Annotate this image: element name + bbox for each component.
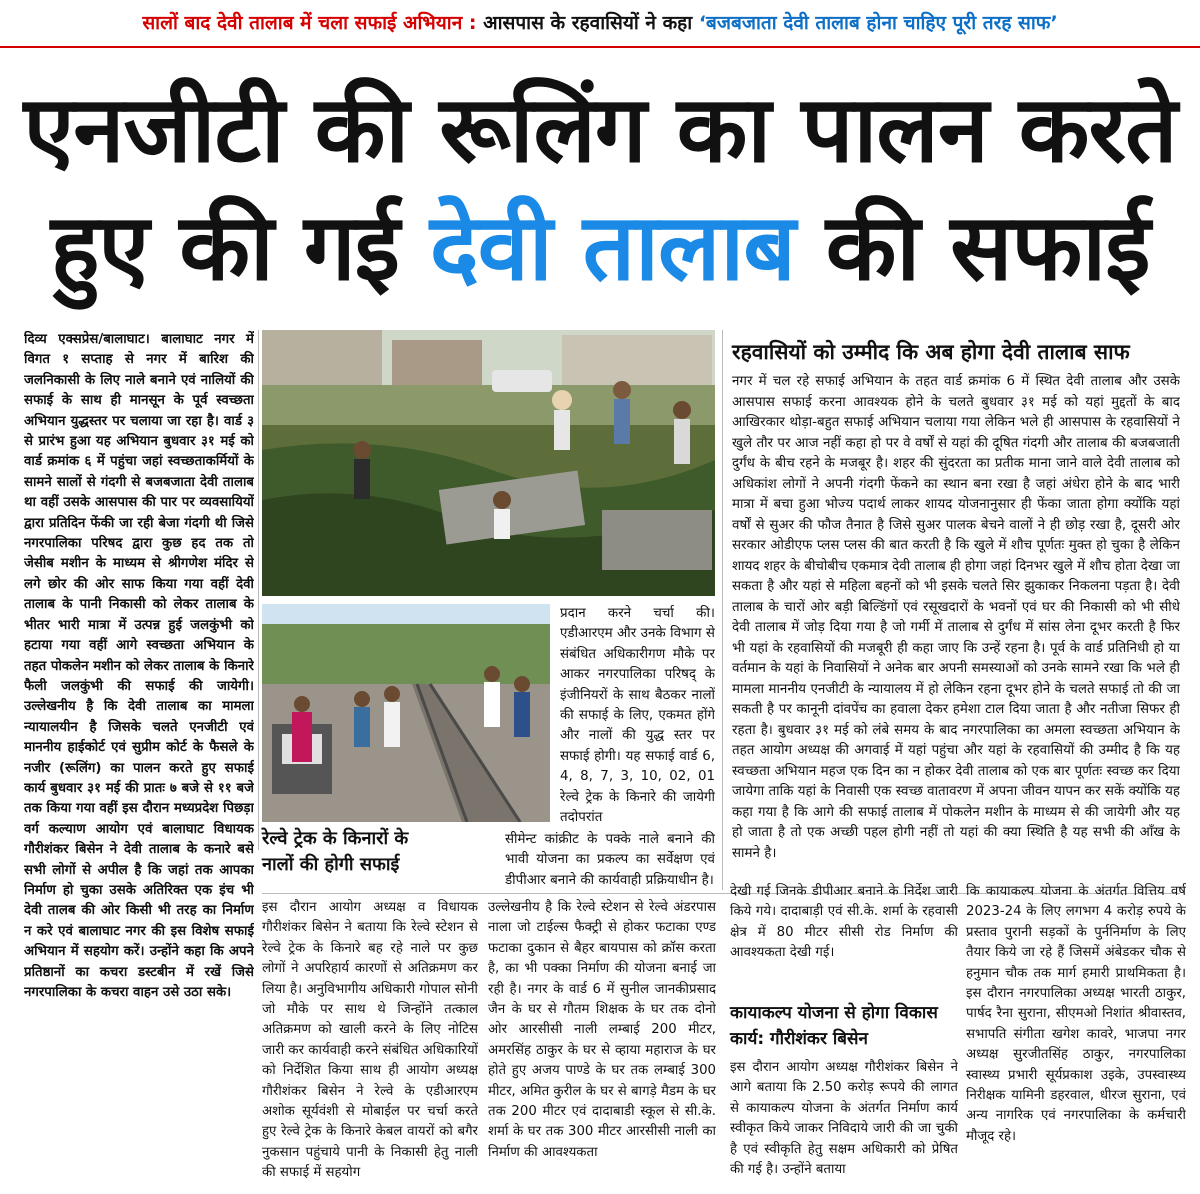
- photo-caption-line-1: रेल्वे ट्रेक के किनारों के: [262, 828, 409, 849]
- bottom-column-3-top-text: देखी गई जिनके डीपीआर बनाने के निर्देश जारी किये गये। दादाबाड़ी एवं सी.के. शर्मा के रहवासी क्षेत्र में 80 मीटर सीसी रोड निर्माण की आवश्यकता देखी गई।: [730, 884, 958, 961]
- headline-line-2-pre: हुए की गई: [50, 194, 399, 301]
- pond-photo-illustration: [262, 330, 715, 596]
- bottom-column-3-bottom: [730, 1058, 958, 1188]
- column-divider-right: [722, 330, 723, 890]
- middle-wide-block: [505, 830, 715, 894]
- middle-narrow-column: [560, 604, 715, 830]
- bottom-column-1: [262, 898, 478, 1188]
- right-article-text: नगर में चल रहे सफाई अभियान के तहत वार्ड क्रमांक 6 में स्थित देवी तालाब और उसके आसपास सफाई करना आवश्यक होने के चलते बुधवार ३१ मई को यहां मुद्दतों के बाद आखिरकार थोड़ा-बहुत सफाई अभियान चलाया गया लेकिन भले ही आसपास के रहवासियों ने खुले तौर पर आज नहीं कहा हो पर वे वर्षों से यहां की दूषित गंदगी और तालाब की बजबजाती दुर्गंध के बीच रहने के मजबूर है। शहर की सुंदरता का प्रतीक माना जाने वाले देवी तालाब को अधिकांश लोगों ने अपनी गंदगी फेंकने का स्थान बना रखा है जहां अंधेरा होने के बाद भारी मात्रा में बचा हुआ भोज्य पदार्थ लाकर शायद योजनानुसार ही फेंका जाता होगा क्योंकि यहां वर्षों से सुअर की फौज तैनात है जिसे सुअर पालक बेचने वालों ने ही छोड़ रखा है, दूसरी ओर सरकार ओडीएफ प्लस प्लस की बात करती है कि खुले में शौच पूर्णतः मुक्त हो चुका है लेकिन शायद शहर के बीचोबीच एकमात्र देवी तालाब ही होगा जहां दिनभर खुले में शौच होता देखा जा सकता है और यहां से महिला बहनों को भी इसके चलते सिर झुकाकर निकलना पड़ता है। देवी तालाब के चारों ओर बड़ी बिल्डिंगों एवं रसूखदारों के भवनों एवं घर की निकासी को भी सीधे देवी तालाब में जोड़ दिया गया है जो गर्मी में तालाब से दुर्गंध में सांस लेना दूभर करती है फिर भी यहां के रहवासियों की मजबूरी ही कहा जाए कि उन्हें रहना है। पूर्व के वार्ड प्रतिनिधी हो या वर्तमान के यहां के निवासियों ने अनेक बार अपनी समस्याओं को उनके सामने रखा कि भले ही मामला माननीय एनजीटी के न्यायालय में हो लेकिन रहना दूभर होने के चलते सफाई तो की जा सकती है पर कानूनी दांवपेंच का हवाला देकर हमेशा टाल दिया जाता है और नतीजा सिफर ही रहता है। बुधवार ३१ मई को लंबे समय के बाद नगरपालिका का अमला स्वच्छता अभियान के तहत आयोग अध्यक्ष की अगवाई में यहां पहुंचा और यहां के रहवासियों की उम्मीद है कि यह स्वच्छता अभियान महज एक दिन का न होकर देवी तालाब को एक बार पूर्णतः स्वच्छ कर दिया जायेगा ताकि यहां के निवासी एक स्वच्छ वातावरण में अपना जीवन यापन कर सकें क्योंकि यह कहा गया है कि आगे की सफाई तालाब में पोकलेन मशीन के माध्यम से की जायेगी और यह हो जाता है तो एक अच्छी पहल होगी नहीं तो यहां की क्या स्थिति है यह सभी की आँख के सामने है।: [732, 374, 1180, 861]
- kayakalp-subhead: कायाकल्प योजना से होगा विकास कार्य: गौरीशंकर बिसेन: [730, 1003, 938, 1049]
- kicker-red-text: सालों बाद देवी तालाब में चला सफाई अभियान :: [142, 12, 477, 34]
- railway-track-photo: [262, 604, 550, 822]
- left-column-article: [24, 330, 254, 1186]
- middle-wide-text: सीमेन्ट कांक्रीट के पक्के नाले बनाने की भावी योजना का प्रकल्प का सर्वेक्षण एवं डीपीआर बनाने की कार्यवाही प्रक्रियाधीन है।: [505, 832, 715, 888]
- kicker-quote-text: ‘बजबजाता देवी तालाब होना चाहिए पूरी तरह साफ’: [698, 12, 1058, 34]
- bottom-column-4: [966, 882, 1186, 1188]
- headline-highlight: देवी तालाब: [429, 194, 795, 301]
- bottom-column-3-bottom-text: इस दौरान आयोग अध्यक्ष गौरीशंकर बिसेन ने आगे बताया कि 2.50 करोड़ रूपये की लागत से कायाकल्प योजना के अंतर्गत निर्माण कार्य स्वीकृत किये जाकर निविदाये जारी की जा चुकी है एवं स्वीकृति हेतु सक्षम अधिकारी को प्रेषित की गई है। उन्होंने बताया: [730, 1060, 958, 1178]
- photo-caption-line-2: नालों की होगी सफाई: [262, 854, 400, 875]
- kicker-line: [0, 0, 1200, 48]
- right-article-subhead: रहवासियों को उम्मीद कि अब होगा देवी तालाब साफ: [732, 340, 1130, 364]
- pond-cleaning-photo: [262, 330, 715, 596]
- bottom-column-4-text: कि कायाकल्प योजना के अंतर्गत वित्तिय वर्ष 2023-24 के लिए लगभग 4 करोड़ रुपये के प्रस्ताव पुरानी सड़कों के पुर्ननिर्माण के लिए तैयार किये जा रहे हैं जिसमें अंबेडकर चौक से हनुमान चौक तक मार्ग हमारी प्राथमिकता है। इस दौरान नगरपालिका अध्यक्ष भारती ठाकुर, पार्षद रैना सुराना, सीएमओ निशांत श्रीवास्तव, सभापति संगीता खगेश कावरे, भाजपा नगर अध्यक्ष सुरजीतसिंह ठाकुर, नगरपालिका स्वास्थ्य प्रभारी सूर्यप्रकाश उइके, उपस्वास्थ्य निरीक्षक यामिनी डहरवाल, धीरज सुराना, एवं अन्य नागरिक एवं नगरपालिका के कर्मचारी मौजूद रहे।: [966, 884, 1186, 1144]
- bottom-column-2: [488, 898, 716, 1188]
- headline-line-2: [0, 194, 1200, 302]
- bottom-column-3-top: [730, 882, 958, 968]
- headline-line-2-post: की सफाई: [825, 194, 1150, 301]
- headline-line-1: एनजीटी की रूलिंग का पालन करते: [23, 76, 1177, 183]
- column-divider: [258, 330, 259, 850]
- kicker-black-text: आसपास के रहवासियों ने कहा: [483, 12, 693, 34]
- middle-narrow-text: प्रदान करने चर्चा की। एडीआरएम और उनके विभाग से संबंधित अधिकारीगण मौके पर आकर नगरपालिका परिषद् के इंजीनियरों के साथ बैठकर नालों की सफाई के लिए, एकमत होंगे और नालों की युद्ध स्तर पर सफाई होगी। यह सफाई वार्ड 6, 4, 8, 7, 3, 10, 02, 01 रेल्वे ट्रेक के किनारे की जायेगी तदोपरांत: [560, 606, 715, 826]
- right-article-body: [732, 372, 1180, 884]
- bottom-column-1-text: इस दौरान आयोग अध्यक्ष व विधायक गौरीशंकर बिसेन ने बताया कि रेल्वे स्टेशन से रेल्वे ट्रेक के किनारे बह रहे नाले पर कुछ लोगों ने अपरिहार्य कारणों से अतिक्रमण कर लिया है। अनुविभागीय अधिकारी गोपाल सोनी जो मौके पर साथ थे जिन्होंने तत्काल अतिक्रमण को खाली करने के लिए नोटिस जारी कर कार्यवाही करने संबंधित अधिकारियों को निर्देशित किया साथ ही आयोग अध्यक्ष गौरीशंकर बिसेन ने रेल्वे के एडीआरएम अशोक सूर्यवंशी से मोबाईल पर चर्चा करते हुए रेल्वे ट्रेक के किनारे केबल वायरों को बगैर नुकसान पहुंचाये पानी के निकासी हेतु नाली की सफाई में सहयोग: [262, 900, 478, 1181]
- railway-photo-illustration: [262, 604, 550, 822]
- bottom-column-2-text: उल्लेखनीय है कि रेल्वे स्टेशन से रेल्वे अंडरपास नाला जो टाईल्स फैक्ट्री से होकर फटाका एण्ड फटाका दुकान से बैहर बायपास को क्रॉस करता है, का भी पक्का निर्माण की योजना बनाई जा रही है। नगर के वार्ड 6 में सुनील जानकीप्रसाद जैन के घर से गौतम शिक्षक के घर तक दोनो ओर आरसीसी नाली लम्बाई 200 मीटर, अमरसिंह ठाकुर के घर से व्हाया महाराज के घर होते हुए अजय पाण्डे के घर तक लम्बाई 300 मीटर, अमित कुरील के घर से बागड़े मैडम के घर तक 200 मीटर एवं दादाबाडी स्कूल से सी.के. शर्मा के घर तक 300 मीटर आरसीसी नाली का निर्माण की आवश्यकता: [488, 900, 716, 1160]
- left-column-text: दिव्य एक्सप्रेस/बालाघाट। बालाघाट नगर में विगत १ सप्ताह से नगर में बारिश की जलनिकासी के लिए नाले बनाने एवं नालियों की सफाई के साथ ही मानसून के पूर्व स्वच्छता अभियान युद्धस्तर पर चलाया जा रहा है। वार्ड ३ से प्रारंभ हुआ यह अभियान बुधवार ३१ मई को वार्ड क्रमांक ६ में पहुंचा जहां स्वच्छताकर्मियों के सामने सालों से गंदगी से बजबजाता देवी तालाब था वहीं उसके आसपास की पार पर व्यवसायियों द्वारा प्रतिदिन फेंकी जा रही बेजा गंदगी थी जिसे नगरपालिका परिषद द्वारा कुछ हद तक तो जेसीब मशीन के माध्यम से श्रीगणेश मंदिर से लगे छोर की ओर साफ किया गया वहीं देवी तालाब के पानी निकासी को लेकर तालाब के भीतर भारी मात्रा में उत्पन्न हुई जलकुंभी को हटाया गया वहीं आगे स्वच्छता अभियान के तहत पोकलेन मशीन को लेकर तालाब के किनारे फैली जलकुंभी की सफाई की जायेगी। उल्लेखनीय है कि देवी तालाब का मामला न्यायालयीन है जिसके चलते एनजीटी एवं माननीय हाईकोर्ट एवं सुप्रीम कोर्ट के फैसले के नजीर (रूलिंग) का पालन करते हुए सफाई कार्य बुधवार ३१ मई की प्रातः ७ बजे से ११ बजे तक किया गया वहीं इस दौरान मध्यप्रदेश पिछड़ा वर्ग कल्याण आयोग एवं बालाघाट विधायक गौरीशंकर बिसेन ने देवी तालाब के कनारे बसे सभी लोगों से अपील है कि जहां तक आपका निर्माण हो चुका उसके अतिरिक्त एक इंच भी देवी तालब की ओर किसी भी तरह का निर्माण न करे एवं बालाघाट नगर की इस विशेष सफाई अभियान में सहयोग करें। उन्होंने कहा कि अपने प्रतिष्ठानों का कचरा डस्टबीन में रखें जिसे नगरपालिका के कचरा वाहन उसे उठा सके।: [24, 332, 254, 1000]
